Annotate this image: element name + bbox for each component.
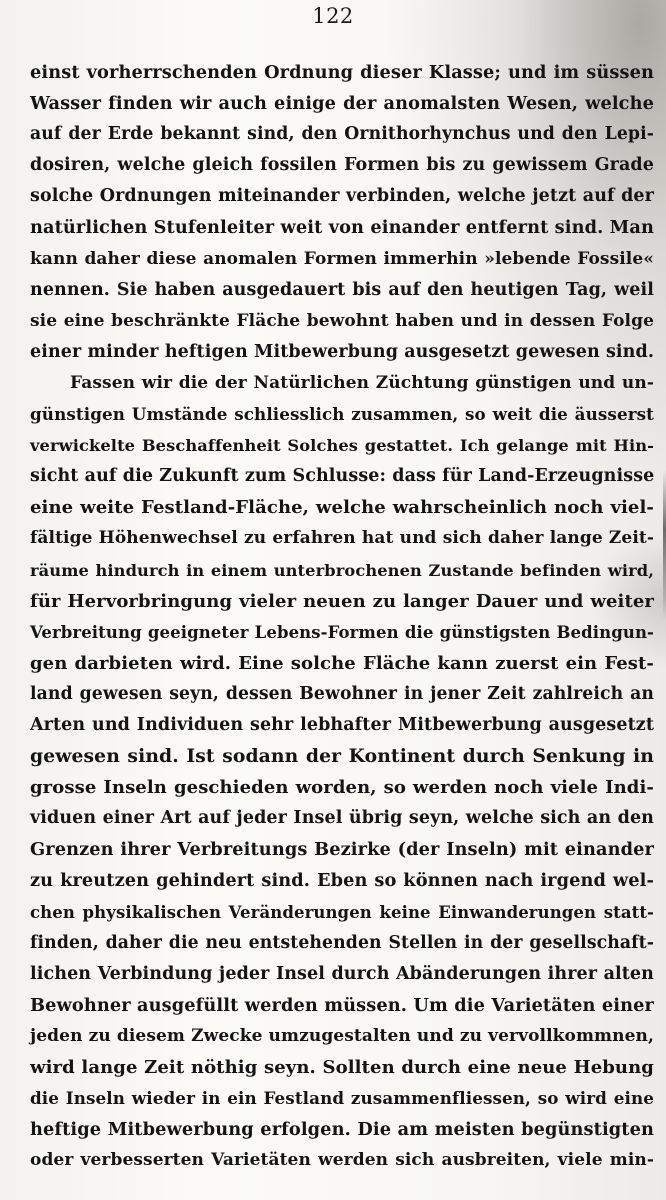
text-line: Wasser finden wir auch einige der anomalsten Wesen, welche (30, 93, 654, 115)
text-line: chen physikalischen Veränderungen keine Einwanderungen statt- (30, 902, 654, 922)
text-line: solche Ordnungen miteinander verbinden, welche jetzt auf der (30, 186, 654, 207)
text-line: sie eine beschränkte Fläche bewohnt haben und in dessen Folge (30, 310, 654, 331)
text-line: fältige Höhenwechsel zu erfahren hat und sich daher lange Zeit- (30, 528, 654, 549)
text-line: grosse Inseln geschieden worden, so werden noch viele Indi- (30, 777, 654, 799)
text-line: Grenzen ihrer Verbreitungs Bezirke (der Inseln) mit einander (30, 839, 654, 861)
text-line: für Hervorbringung vieler neuen zu langer Dauer und weiter (30, 590, 654, 612)
text-line: jeden zu diesem Zwecke umzugestalten und zu vervollkommnen, (30, 1025, 654, 1046)
text-line: sicht auf die Zukunft zum Schlusse: dass für Land-Erzeugnisse (30, 466, 655, 487)
paragraph-start-line: Fassen wir die der Natürlichen Züchtung günstigen und un- (70, 372, 654, 393)
text-line: verwickelte Beschaffenheit Solches gestattet. Ich gelange mit Hin- (30, 436, 654, 456)
text-line: viduen einer Art auf jeder Insel übrig seyn, welche sich an den (30, 808, 654, 829)
text-line: gen darbieten wird. Eine solche Fläche kann zuerst ein Fest- (30, 652, 654, 674)
text-line: wird lange Zeit nöthig seyn. Sollten durch eine neue Hebung (30, 1057, 654, 1078)
text-line: einer minder heftigen Mitbewerbung ausgesetzt gewesen sind. (30, 341, 655, 362)
text-line: gewesen sind. Ist sodann der Kontinent durch Senkung in (30, 745, 654, 768)
text-line: einst vorherrschenden Ordnung dieser Klasse; und im süssen (30, 62, 654, 83)
text-line: nennen. Sie haben ausgedauert bis auf den heutigen Tag, weil (30, 279, 654, 300)
text-line: dosiren, welche gleich fossilen Formen bis zu gewissem Grade (30, 155, 654, 176)
text-line: günstigen Umstände schliesslich zusammen, so weit die äusserst (30, 404, 654, 425)
text-line: auf der Erde bekannt sind, den Ornithorhynchus und den Lepi- (30, 124, 654, 145)
body-text (30, 57, 654, 1176)
page-number: 122 (312, 4, 354, 28)
text-line: die Inseln wieder in ein Festland zusammenfliessen, so wird eine (30, 1088, 654, 1109)
text-line: Arten und Individuen sehr lebhafter Mitbewerbung ausgesetzt (30, 714, 654, 735)
text-line: land gewesen seyn, dessen Bewohner in jener Zeit zahlreich an (30, 683, 654, 704)
text-line: heftige Mitbewerbung erfolgen. Die am meisten begünstigten (30, 1119, 654, 1141)
text-line: Verbreitung geeigneter Lebens-Formen die günstigsten Bedingun- (30, 622, 654, 642)
text-line: natürlichen Stufenleiter weit von einander entfernt sind. Man (30, 217, 655, 239)
text-line: lichen Verbindung jeder Insel durch Abänderungen ihrer alten (30, 963, 654, 984)
text-line: oder verbesserten Varietäten werden sich ausbreiten, viele min- (30, 1150, 654, 1171)
text-line: finden, daher die neu entstehenden Stellen in der gesellschaft- (30, 932, 654, 953)
text-line: kann daher diese anomalen Formen immerhin »lebende Fossile« (30, 248, 654, 269)
text-line: räume hindurch in einem unterbrochenen Zustande befinden wird, (30, 560, 654, 580)
text-line: zu kreutzen gehindert sind. Eben so können nach irgend wel- (30, 870, 654, 892)
text-line: Bewohner ausgefüllt werden müssen. Um die Varietäten einer (30, 994, 654, 1016)
text-line: eine weite Festland-Fläche, welche wahrscheinlich noch viel- (30, 497, 654, 519)
